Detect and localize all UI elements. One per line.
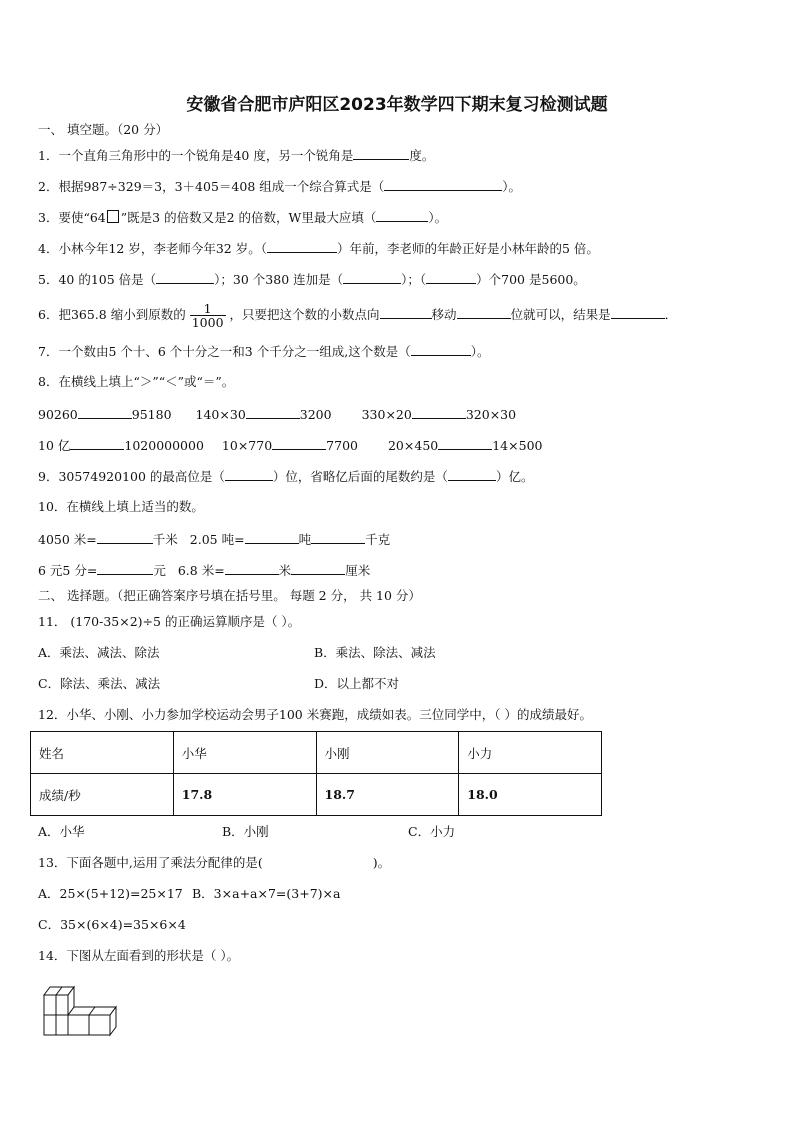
answer-blank (611, 306, 665, 319)
question-8-row-1: 90260 95180 140×30 3200 330×20 320×30 (38, 407, 517, 422)
question-8-row-2: 10 亿 1020000000 10×770 7700 20×450 14×500 (38, 438, 543, 453)
answer-blank (380, 306, 432, 319)
answer-blank (353, 147, 409, 160)
option-12-c: C．小力 (408, 824, 456, 839)
answer-blank (267, 240, 337, 253)
table-cell: 18.7 (316, 774, 459, 816)
table-cell: 18.0 (459, 774, 602, 816)
option-11-b: B．乘法、除法、减法 (314, 645, 436, 660)
table-cell: 成绩/秒 (31, 774, 174, 816)
question-10-row-1: 4050 米= 千米 2.05 吨= 吨 千克 (38, 532, 391, 547)
table-cell: 小刚 (316, 732, 459, 774)
table-cell: 小力 (459, 732, 602, 774)
section-2-heading: 二、 选择题。（把正确答案序号填在括号里。 每题 2 分， 共 10 分） (38, 588, 421, 603)
answer-blank (376, 209, 428, 222)
option-12-a: A．小华 (38, 824, 85, 839)
question-6: 6．把365.8 缩小到原数的 $\frac{1}{1000}$ ，只要把这个数的小数点向 移动 位就可以，结果是 ． (38, 301, 678, 330)
page-title: 安徽省合肥市庐阳区2023年数学四下期末复习检测试题 (186, 95, 608, 115)
fraction: $\frac{1}{1000}$ (191, 301, 224, 330)
table-cell: 姓名 (31, 732, 174, 774)
answer-blank (426, 271, 476, 284)
table-cell: 17.8 (173, 774, 316, 816)
question-5: 5．40 的105 倍是（ ）；30 个380 连加是（ ）；（ ）个700 是5600。 (38, 272, 586, 287)
answer-blank (384, 178, 502, 191)
question-2: 2．根据987÷329＝3，3＋405＝408 组成一个综合算式是（ ）。 (38, 179, 522, 194)
option-12-b: B．小刚 (222, 824, 269, 839)
option-11-c: C．除法、乘法、减法 (38, 676, 161, 691)
option-11-a: A．乘法、减法、除法 (38, 645, 160, 660)
question-13: 13．下面各题中,运用了乘法分配律的是( )。 (38, 855, 391, 870)
table-row (31, 732, 602, 774)
question-12: 12．小华、小刚、小力参加学校运动会男子100 米赛跑，成绩如表。三位同学中，（ ）的成绩最好。 (38, 707, 592, 722)
option-13-a: A．25×(5+12)=25×17 (38, 886, 183, 901)
answer-blank (411, 343, 471, 356)
table-row (31, 774, 602, 816)
question-11: 11． (170-35×2)÷5 的正确运算顺序是（ ）。 (38, 614, 301, 629)
question-4: 4．小林今年12 岁，李老师今年32 岁。（ ）年前，李老师的年龄正好是小林年龄的5 倍。 (38, 241, 599, 256)
section-1-heading: 一、 填空题。（20 分） (38, 122, 169, 137)
question-10: 10．在横线上填上适当的数。 (38, 499, 204, 514)
question-3: 3．要使“64 ”既是3 的倍数又是2 的倍数，W里最大应填（ ）。 (38, 210, 448, 225)
answer-blank (343, 271, 401, 284)
question-7: 7．一个数由5 个十、6 个十分之一和3 个千分之一组成,这个数是（ ）。 (38, 344, 490, 359)
question-9: 9．30574920100 的最高位是（ ）位，省略亿后面的尾数约是（ ）亿。 (38, 469, 534, 484)
table-cell: 小华 (173, 732, 316, 774)
empty-box-icon (107, 210, 119, 223)
question-8: 8．在横线上填上“＞”“＜”或“＝”。 (38, 374, 235, 389)
question-1: 1．一个直角三角形中的一个锐角是40 度，另一个锐角是 度。 (38, 148, 435, 163)
question-14: 14．下图从左面看到的形状是（ ）。 (38, 948, 240, 963)
answer-blank (156, 271, 214, 284)
option-11-d: D．以上都不对 (314, 676, 400, 691)
option-13-c: C．35×(6×4)=35×6×4 (38, 917, 186, 932)
question-10-row-2: 6 元5 分= 元 6.8 米= 米 厘米 (38, 563, 371, 578)
cube-stack-figure (38, 983, 122, 1045)
answer-blank (457, 306, 511, 319)
results-table (30, 731, 602, 816)
option-13-b: B．3×a+a×7=(3+7)×a (192, 886, 341, 901)
